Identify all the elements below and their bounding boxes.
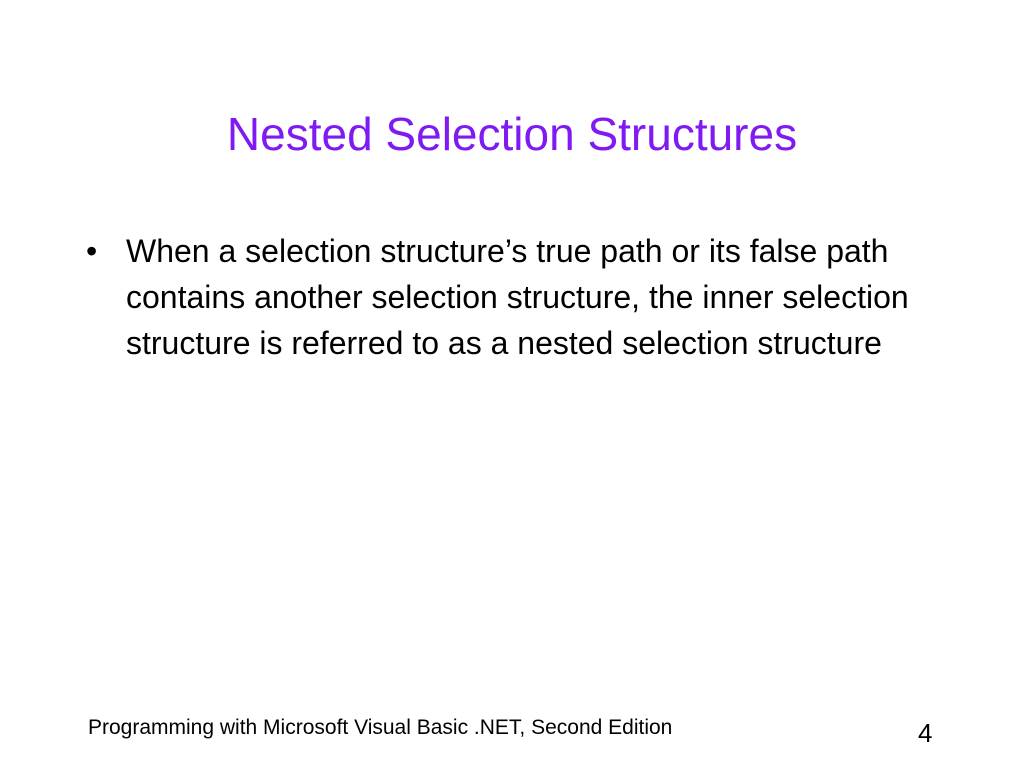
bullet-list: [86, 228, 946, 366]
slide-title: Nested Selection Structures: [226, 108, 798, 160]
slide-footer: Programming with Microsoft Visual Basic .NET, Second Edition: [88, 716, 673, 739]
bullet-text: When a selection structure’s true path or its false path contains another selection structure, the inner selection structure is referred to as a nested selection structure: [126, 233, 909, 361]
page-number: 4: [918, 718, 933, 748]
bullet-item: [86, 228, 946, 366]
bullet-icon: •: [86, 233, 98, 269]
